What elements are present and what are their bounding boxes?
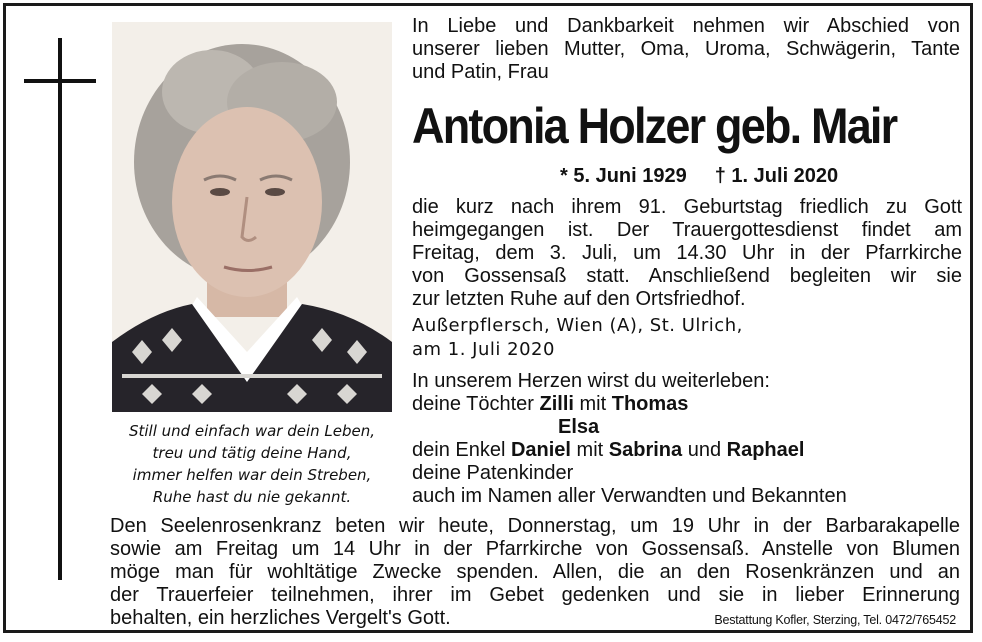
closing-line: behalten, ein herzliches Vergelt's Gott.: [110, 607, 451, 629]
deceased-name: Antonia Holzer geb. Mair: [412, 98, 897, 154]
details-line: von Gossensaß statt. Anschließend begleiten wir sie: [412, 265, 962, 287]
closing-line: möge man für wohltätige Zwecke spenden. Allen, die an den Rosenkränzen und an: [110, 561, 960, 583]
intro-line: unserer lieben Mutter, Oma, Uroma, Schwägerin, Tante: [412, 38, 960, 60]
closing-line: der Trauerfeier teilnehmen, ihrer im Gebet gedenken und sie in lieber Erinnerung: [110, 584, 960, 606]
grandson-name: Raphael: [726, 439, 805, 461]
closing-line: Den Seelenrosenkranz beten wir heute, Donnerstag, um 19 Uhr in der Barbarakapelle: [110, 515, 960, 537]
details-line: Freitag, dem 3. Juli, um 14.30 Uhr in der Pfarrkirche: [412, 242, 962, 264]
portrait-photo: [112, 22, 392, 412]
verse-line: immer helfen war dein Streben,: [132, 466, 372, 484]
death-date: † 1. Juli 2020: [714, 165, 839, 187]
places-line: Außerpflersch, Wien (A), St. Ulrich,: [412, 315, 743, 336]
grandson-partner-name: Sabrina: [608, 439, 683, 461]
verse-line: Ruhe hast du nie gekannt.: [152, 488, 352, 506]
closing-line: sowie am Freitag um 14 Uhr in der Pfarrkirche von Gossensaß. Anstelle von Blumen: [110, 538, 960, 560]
mourners-list: [412, 370, 847, 508]
intro-line: und Patin, Frau: [412, 61, 549, 83]
intro-text: [412, 15, 960, 84]
verse-line: treu und tätig deine Hand,: [152, 444, 352, 462]
second-daughter-line: [412, 416, 847, 439]
funeral-home-credit: Bestattung Kofler, Sterzing, Tel. 0472/765452: [714, 613, 956, 627]
memorial-verse: [102, 420, 402, 508]
daughters-prefix: deine Töchter: [412, 393, 540, 415]
date-line: am 1. Juli 2020: [412, 339, 555, 360]
daughter-name: Elsa: [558, 416, 600, 438]
relatives-line: auch im Namen aller Verwandten und Bekannten: [412, 485, 847, 507]
connector: mit: [573, 393, 612, 415]
grandson-name: Daniel: [510, 439, 571, 461]
mourners-intro: In unserem Herzen wirst du weiterleben:: [412, 370, 770, 392]
daughters-line: [412, 393, 847, 416]
connector: mit: [571, 439, 609, 461]
cross-icon: [58, 38, 62, 580]
daughter-name: Zilli: [539, 393, 574, 415]
godchildren-line: deine Patenkinder: [412, 462, 574, 484]
birth-date: * 5. Juni 1929: [560, 165, 687, 187]
closing-text: [110, 515, 960, 632]
funeral-details: [412, 196, 962, 311]
place-and-date: [412, 314, 743, 362]
life-dates: [560, 164, 838, 188]
details-line: heimgegangen ist. Der Trauergottesdienst findet am: [412, 219, 962, 241]
connector: und: [682, 439, 727, 461]
closing-last-line: [110, 607, 960, 632]
partner-name: Thomas: [611, 393, 689, 415]
cross-icon-bar: [24, 79, 96, 83]
intro-line: In Liebe und Dankbarkeit nehmen wir Abschied von: [412, 15, 960, 37]
details-line: zur letzten Ruhe auf den Ortsfriedhof.: [412, 288, 746, 310]
details-line: die kurz nach ihrem 91. Geburtstag friedlich zu Gott: [412, 196, 962, 218]
verse-line: Still und einfach war dein Leben,: [128, 422, 376, 440]
grandson-line: [412, 439, 847, 462]
grandson-prefix: dein Enkel: [412, 439, 511, 461]
